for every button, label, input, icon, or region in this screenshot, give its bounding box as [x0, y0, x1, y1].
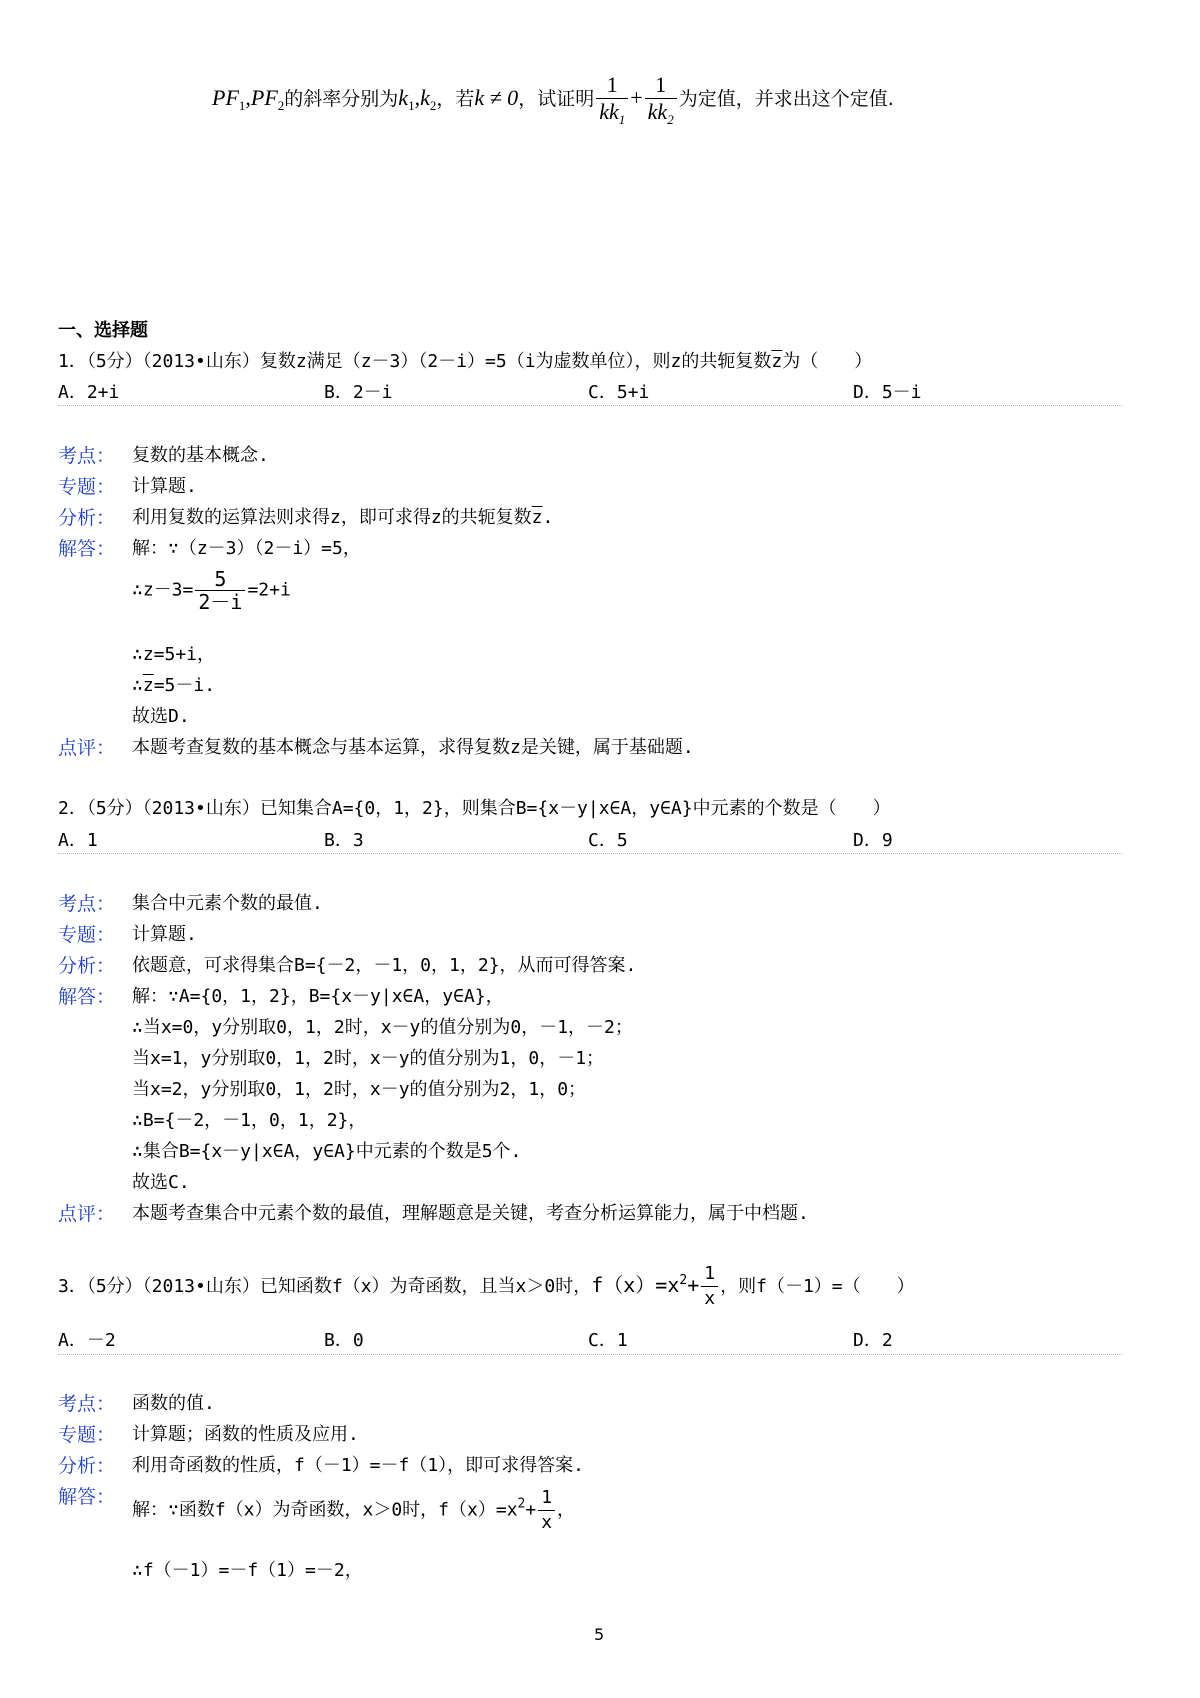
label-kaodian: 考点： — [58, 1393, 116, 1415]
option-d: D．5－i — [853, 382, 922, 403]
jieda-line: 当x=2，y分别取0，1，2时，x－y的值分别为2，1，0； — [132, 1079, 587, 1100]
page-number: 5 — [594, 1625, 605, 1644]
fraction-1-over-x: $\frac{1}{x}$ — [538, 1486, 555, 1535]
option-c: C．5+i — [588, 382, 650, 403]
option-d: D．9 — [853, 830, 893, 851]
option-b: B．0 — [324, 1330, 364, 1351]
fraction-1-kk1: $\frac{1}{kk_1}$ — [596, 72, 628, 128]
label-jieda: 解答： — [58, 538, 116, 560]
jieda-line: $\therefore\overline{z}=5-i$. — [132, 675, 216, 696]
label-fenxi: 分析： — [58, 955, 116, 977]
option-c: C．1 — [588, 1330, 628, 1351]
question-2-stem: 2．（5分）（2013•山东）已知集合A={0，1，2}，则集合B={x－y|x∈A，y∈A}中元素的个数是（ ） — [58, 798, 891, 819]
option-a: A．2+i — [58, 382, 120, 403]
divider — [58, 853, 1122, 854]
label-jieda: 解答： — [58, 1486, 116, 1508]
fraction-5-over: $\frac{5}{2-i}$ — [195, 568, 245, 613]
label-kaodian: 考点： — [58, 893, 116, 915]
label-zhuanti: 专题： — [58, 924, 116, 946]
top-text: 的斜率分别为 — [284, 88, 399, 111]
jieda-line: ∴当x=0，y分别取0，1，2时，x－y的值分别为0，－1，－2； — [132, 1017, 633, 1038]
label-kaodian: 考点： — [58, 445, 116, 467]
label-dianping: 点评： — [58, 737, 116, 759]
zhuanti-text: 计算题；函数的性质及应用. — [132, 1424, 359, 1445]
divider — [58, 405, 1122, 406]
option-c: C．5 — [588, 830, 628, 851]
jieda-line: 故选D. — [132, 706, 190, 727]
pf-symbol: PF — [250, 85, 278, 111]
fenxi-text: 利用奇函数的性质，f（－1）=－f（1），即可求得答案. — [132, 1455, 585, 1476]
jieda-line: 解：∵函数f（x）为奇函数，x＞0时，$f(x)=x^2+$ $\frac{1}{x}$ ， — [132, 1487, 576, 1533]
label-fenxi: 分析： — [58, 1455, 116, 1477]
option-b: B．2－i — [324, 382, 393, 403]
label-zhuanti: 专题： — [58, 1424, 116, 1446]
condition: k ≠ 0 — [474, 85, 519, 111]
jieda-line: 故选C. — [132, 1172, 190, 1193]
option-b: B．3 — [324, 830, 364, 851]
fenxi-text: 利用复数的运算法则求得z，即可求得z的共轭复数$\overline{z}$. — [132, 507, 554, 528]
zhuanti-text: 计算题. — [132, 924, 197, 945]
top-continuation-line: $PF_1,PF_2$的斜率分别为$k_1,k_2$，若k ≠ 0，试证明 $\frac{1}{kk_1}$ + $\frac{1}{kk_2}$ 为定值，并求出这个定值. — [212, 72, 894, 127]
label-fenxi: 分析： — [58, 507, 116, 529]
label-jieda: 解答： — [58, 986, 116, 1008]
dianping-text: 本题考查复数的基本概念与基本运算，求得复数z是关键，属于基础题. — [132, 737, 694, 758]
jieda-line: 当x=1，y分别取0，1，2时，x－y的值分别为1，0，－1； — [132, 1048, 605, 1069]
divider — [58, 1354, 1122, 1355]
question-3-stem: 3．（5分）（2013•山东）已知函数f（x）为奇函数，且当x＞0时，$f(x)=x^2+$ $\frac{1}{x}$ ，则f（－1）=（ ） — [58, 1263, 915, 1309]
jieda-line: 解：∵（z－3）（2－i）=5， — [132, 538, 361, 559]
pf-symbol: PF — [212, 85, 239, 111]
jieda-line: ∴B={－2，－1，0，1，2}， — [132, 1110, 367, 1131]
fenxi-text: 依题意，可求得集合B={－2，－1，0，1，2}，从而可得答案. — [132, 955, 637, 976]
fraction-1-over-x: $\frac{1}{x}$ — [701, 1262, 718, 1311]
kaodian-text: 函数的值. — [132, 1393, 215, 1414]
fraction-1-kk2: $\frac{1}{kk_2}$ — [645, 72, 677, 128]
kaodian-text: 集合中元素个数的最值. — [132, 893, 323, 914]
function-formula: $f(x)=x^2+$ $\frac{1}{x}$ — [591, 1273, 720, 1297]
dianping-text: 本题考查集合中元素个数的最值，理解题意是关键，考查分析运算能力，属于中档题. — [132, 1203, 809, 1224]
option-a: A．－2 — [58, 1330, 116, 1351]
question-1-stem: 1．（5分）（2013•山东）复数z满足（z－3）（2－i）=5（i为虚数单位），则z的共轭复数$\overline{z}$为（ ） — [58, 351, 873, 372]
jieda-line: ∴z=5+i， — [132, 644, 216, 665]
jieda-line: ∴集合B={x－y|x∈A，y∈A}中元素的个数是5个. — [132, 1141, 522, 1162]
jieda-line: 解：∵A={0，1，2}，B={x－y|x∈A，y∈A}， — [132, 986, 504, 1007]
zhuanti-text: 计算题. — [132, 476, 197, 497]
label-dianping: 点评： — [58, 1203, 116, 1225]
label-zhuanti: 专题： — [58, 476, 116, 498]
option-a: A．1 — [58, 830, 98, 851]
jieda-line: ∴z－3= $\frac{5}{2-i}$ =2+i — [132, 567, 291, 614]
option-d: D．2 — [853, 1330, 893, 1351]
section-title: 一、选择题 — [58, 320, 148, 341]
kaodian-text: 复数的基本概念. — [132, 445, 269, 466]
jieda-line: ∴f（－1）=－f（1）=－2， — [132, 1560, 363, 1581]
